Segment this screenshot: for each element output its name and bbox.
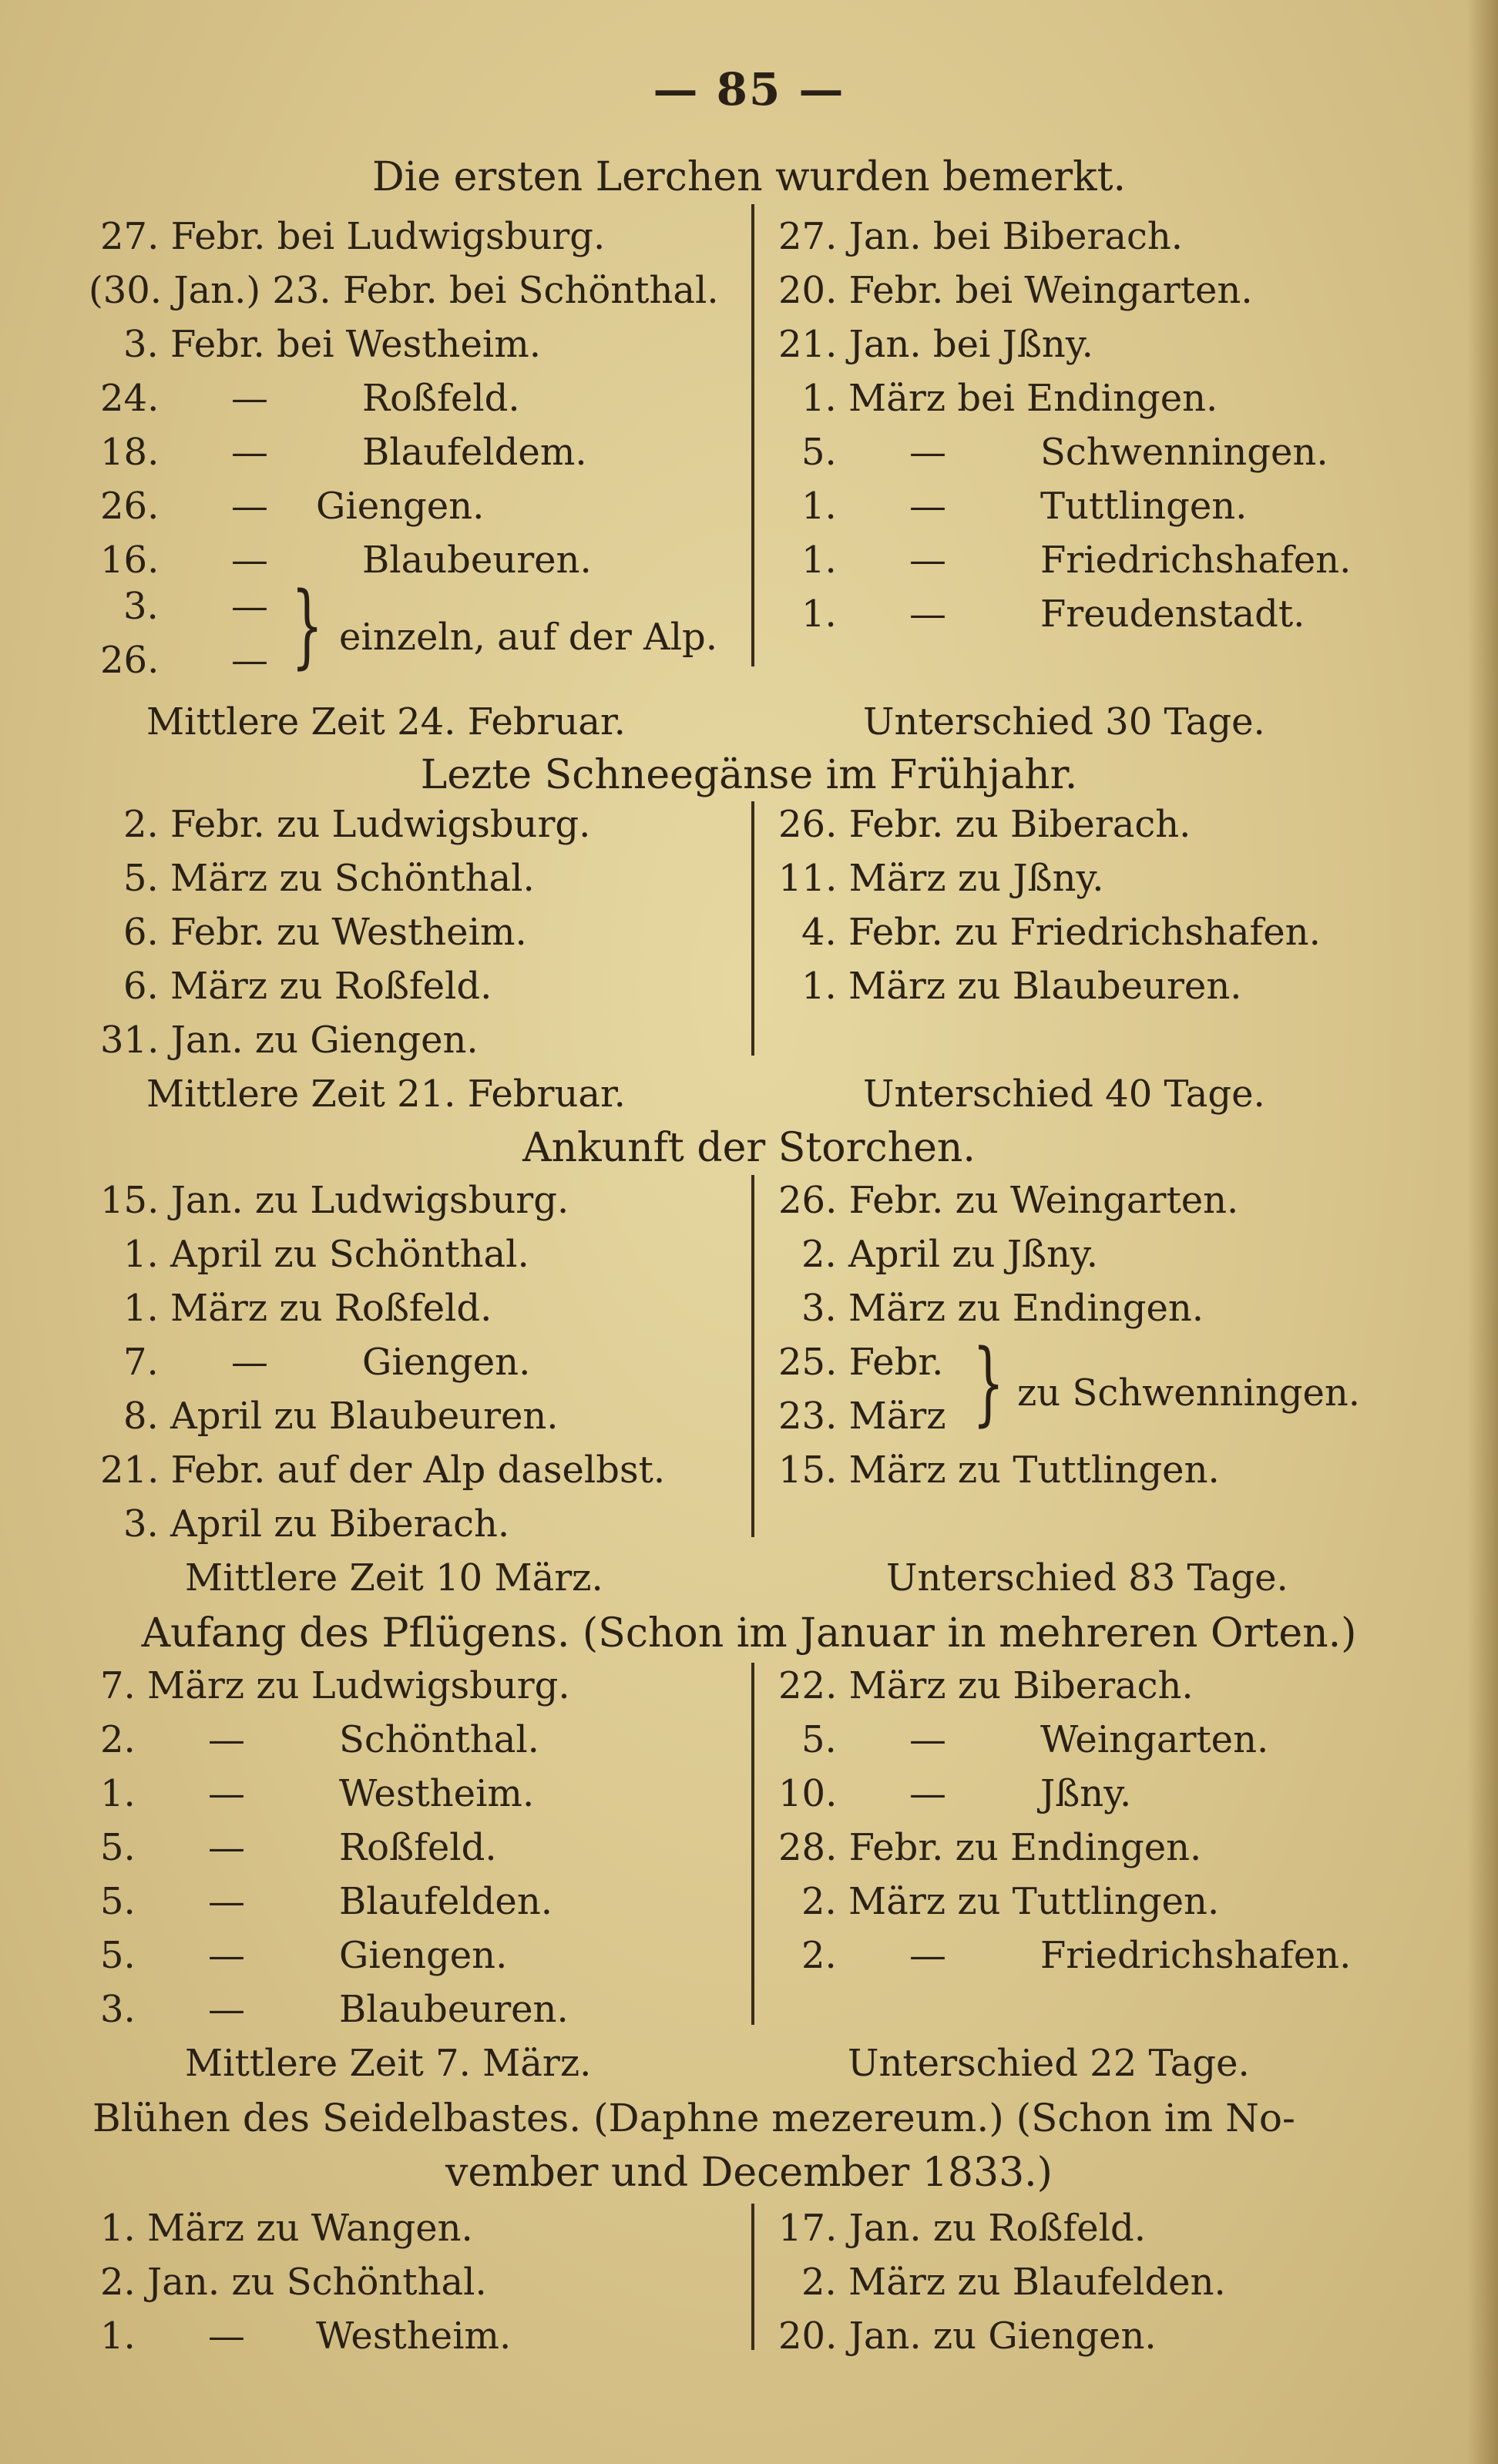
entry: 7. März zu Ludwigsburg. xyxy=(100,1664,570,1707)
entry: 20. Febr. bei Weingarten. xyxy=(778,269,1253,312)
entry-day: 3. xyxy=(100,1988,136,2031)
entry-place: Friedrichshafen. xyxy=(1040,539,1352,582)
entry: 23. März xyxy=(778,1395,946,1438)
entry: 28. Febr. zu Endingen. xyxy=(778,1826,1202,1869)
section-title-lerchen: Die ersten Lerchen wurden bemerkt. xyxy=(371,154,1127,200)
ditto-dash: — xyxy=(208,1988,245,2031)
entry: 21. Febr. auf der Alp daselbst. xyxy=(100,1449,666,1492)
mean-time: Mittlere Zeit 24. Februar. xyxy=(146,700,626,744)
entry-place: Westheim. xyxy=(316,2315,512,2358)
column-divider xyxy=(751,204,754,666)
entry-place: Westheim. xyxy=(339,1772,535,1815)
entry: 2. April zu Jßny. xyxy=(801,1233,1099,1276)
entry-place: Friedrichshafen. xyxy=(1040,1934,1352,1977)
entry: 6. März zu Roßfeld. xyxy=(123,965,492,1008)
brace-icon: } xyxy=(291,572,324,678)
entry: 31. Jan. zu Giengen. xyxy=(100,1019,479,1062)
entry-day: 16. xyxy=(100,539,160,582)
entry-day: 5. xyxy=(100,1934,136,1977)
section-title-seidelbast: Blühen des Seidelbastes. (Daphne mezereum.) (Schon im No- xyxy=(92,2096,1295,2140)
entry-place: zu Schwenningen. xyxy=(1017,1371,1361,1415)
entry: 3. März zu Endingen. xyxy=(801,1287,1204,1330)
page-number: — 85 — xyxy=(653,63,845,116)
column-divider xyxy=(751,2204,754,2350)
column-divider xyxy=(751,1663,754,2025)
entry: 3. Febr. bei Westheim. xyxy=(123,323,541,366)
entry-place: Roßfeld. xyxy=(339,1826,497,1869)
entry: 27. Jan. bei Biberach. xyxy=(778,215,1183,258)
entry: 27. Febr. bei Ludwigsburg. xyxy=(100,215,606,258)
entry-place: Jßny. xyxy=(1040,1772,1132,1815)
entry: 1. März zu Wangen. xyxy=(100,2207,473,2250)
brace-icon: } xyxy=(972,1329,1005,1435)
section-title-schneegaense: Lezte Schneegänse im Frühjahr. xyxy=(420,752,1078,798)
entry-day: 1. xyxy=(801,593,837,636)
ditto-dash: — xyxy=(231,639,268,682)
column-divider xyxy=(751,1175,754,1537)
entry-day: 10. xyxy=(778,1772,838,1815)
ditto-dash: — xyxy=(909,593,946,636)
entry-place: Weingarten. xyxy=(1040,1718,1269,1761)
ditto-dash: — xyxy=(231,377,268,420)
entry-day: 2. xyxy=(100,1718,136,1761)
ditto-dash: — xyxy=(231,431,268,474)
entry-place: Giengen. xyxy=(362,1341,531,1384)
ditto-dash: — xyxy=(909,431,946,474)
entry: 1. März bei Endingen. xyxy=(801,377,1218,420)
ditto-dash: — xyxy=(208,1880,245,1923)
mean-time: Mittlere Zeit 10 März. xyxy=(185,1556,603,1600)
entry-place: Schwenningen. xyxy=(1040,431,1328,474)
ditto-dash: — xyxy=(231,1341,268,1384)
entry-place: Freudenstadt. xyxy=(1040,593,1305,636)
ditto-dash: — xyxy=(909,1934,946,1977)
ditto-dash: — xyxy=(231,485,268,528)
entry: 1. März zu Blaubeuren. xyxy=(801,965,1242,1008)
entry-day: 2. xyxy=(801,1934,837,1977)
entry-place: einzeln, auf der Alp. xyxy=(339,616,718,659)
ditto-dash: — xyxy=(208,1718,245,1761)
entry: 15. März zu Tuttlingen. xyxy=(778,1449,1220,1492)
entry-day: 26. xyxy=(100,639,160,682)
entry: 22. März zu Biberach. xyxy=(778,1664,1194,1707)
entry-day: 1. xyxy=(801,485,837,528)
ditto-dash: — xyxy=(909,485,946,528)
section-title-storchen: Ankunft der Storchen. xyxy=(522,1125,976,1171)
entry: 1. März zu Roßfeld. xyxy=(123,1287,492,1330)
entry: 6. Febr. zu Westheim. xyxy=(123,911,527,954)
entry: 1. April zu Schönthal. xyxy=(123,1233,529,1276)
entry: 21. Jan. bei Jßny. xyxy=(778,323,1093,366)
difference: Unterschied 83 Tage. xyxy=(886,1556,1288,1600)
entry-place: Blaufeldem. xyxy=(362,431,587,474)
entry-day: 3. xyxy=(123,585,159,628)
entry: 4. Febr. zu Friedrichshafen. xyxy=(801,911,1321,954)
mean-time: Mittlere Zeit 7. März. xyxy=(185,2042,592,2085)
ditto-dash: — xyxy=(909,1772,946,1815)
difference: Unterschied 40 Tage. xyxy=(863,1073,1265,1116)
entry: 15. Jan. zu Ludwigsburg. xyxy=(100,1179,569,1222)
entry-day: 1. xyxy=(100,1772,136,1815)
entry: 26. Febr. zu Weingarten. xyxy=(778,1179,1239,1222)
entry: 11. März zu Jßny. xyxy=(778,857,1104,900)
ditto-dash: — xyxy=(909,539,946,582)
ditto-dash: — xyxy=(909,1718,946,1761)
ditto-dash: — xyxy=(208,2315,245,2358)
entry: 26. Febr. zu Biberach. xyxy=(778,803,1191,846)
entry-place: Giengen. xyxy=(339,1934,508,1977)
entry: (30. Jan.) 23. Febr. bei Schönthal. xyxy=(89,269,719,312)
difference: Unterschied 22 Tage. xyxy=(848,2042,1250,2085)
entry-day: 24. xyxy=(100,377,160,420)
difference: Unterschied 30 Tage. xyxy=(863,700,1265,744)
ditto-dash: — xyxy=(208,1772,245,1815)
entry-place: Roßfeld. xyxy=(362,377,520,420)
entry-day: 5. xyxy=(100,1826,136,1869)
entry-place: Tuttlingen. xyxy=(1040,485,1248,528)
ditto-dash: — xyxy=(231,539,268,582)
entry: 2. Febr. zu Ludwigsburg. xyxy=(123,803,591,846)
entry-day: 5. xyxy=(801,1718,837,1761)
entry-place: Schönthal. xyxy=(339,1718,539,1761)
entry: 3. April zu Biberach. xyxy=(123,1502,510,1546)
entry-day: 7. xyxy=(123,1341,159,1384)
entry: 8. April zu Blaubeuren. xyxy=(123,1395,559,1438)
mean-time: Mittlere Zeit 21. Februar. xyxy=(146,1073,626,1116)
entry-place: Blaufelden. xyxy=(339,1880,553,1923)
entry: 17. Jan. zu Roßfeld. xyxy=(778,2207,1146,2250)
entry-day: 5. xyxy=(100,1880,136,1923)
entry-place: Giengen. xyxy=(316,485,485,528)
column-divider xyxy=(751,801,754,1056)
ditto-dash: — xyxy=(208,1826,245,1869)
entry-day: 26. xyxy=(100,485,160,528)
section-title-seidelbast-cont: vember und December 1833.) xyxy=(445,2150,1053,2196)
entry-place: Blaubeuren. xyxy=(362,539,592,582)
entry-day: 1. xyxy=(801,539,837,582)
entry-place: Blaubeuren. xyxy=(339,1988,569,2031)
entry: 5. März zu Schönthal. xyxy=(123,857,535,900)
entry-day: 1. xyxy=(100,2315,136,2358)
page-edge-shadow xyxy=(1467,0,1498,2464)
entry: 20. Jan. zu Giengen. xyxy=(778,2315,1157,2358)
entry-day: 5. xyxy=(801,431,837,474)
section-title-pfluegen: Aufang des Pflügens. (Schon im Januar in mehreren Orten.) xyxy=(141,1610,1357,1657)
ditto-dash: — xyxy=(208,1934,245,1977)
entry: 2. März zu Tuttlingen. xyxy=(801,1880,1220,1923)
ditto-dash: — xyxy=(231,585,268,628)
entry: 2. Jan. zu Schönthal. xyxy=(100,2261,487,2304)
entry-day: 18. xyxy=(100,431,160,474)
entry: 25. Febr. xyxy=(778,1341,944,1384)
entry: 2. März zu Blaufelden. xyxy=(801,2261,1226,2304)
